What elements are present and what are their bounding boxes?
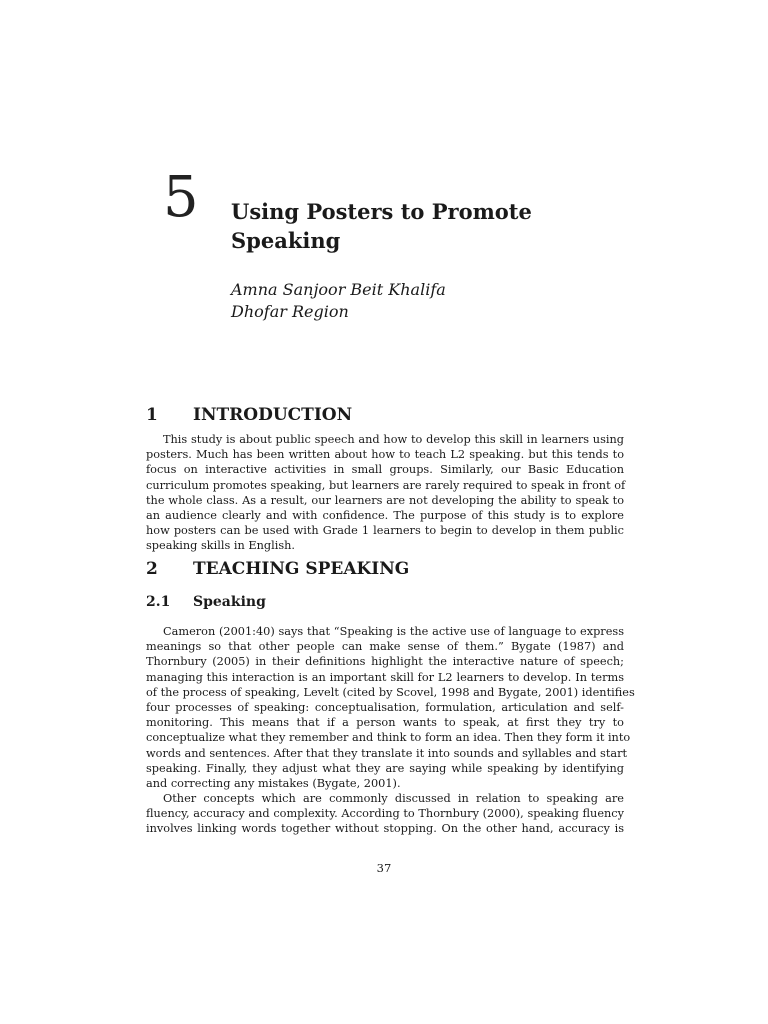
text-line: focus on interactive activities in small groups. Similarly, our Basic Education [146, 463, 624, 477]
text-line: Other concepts which are commonly discussed in relation to speaking are [163, 792, 624, 805]
subsection-title: Speaking [193, 594, 266, 610]
text-line: Cameron (2001:40) says that “Speaking is the active use of language to express [163, 625, 624, 638]
subsection-number: 2.1 [146, 594, 171, 610]
section-title: TEACHING SPEAKING [193, 559, 410, 579]
chapter-authors [231, 279, 446, 323]
text-line: speaking skills in English. [146, 539, 295, 553]
chapter-title [231, 197, 631, 255]
text-line: four processes of speaking: conceptualisation, formulation, articulation and self- [146, 700, 624, 714]
text-line: words and sentences. After that they translate it into sounds and syllables and start [146, 746, 628, 760]
text-line: speaking. Finally, they adjust what they are saying while speaking by identifying [146, 761, 624, 775]
text-line: monitoring. This means that if a person wants to speak, at first they try to [146, 716, 624, 730]
intro-paragraph [146, 432, 624, 554]
chapter-title-line: Speaking [231, 228, 341, 253]
text-line: managing this interaction is an important skill for L2 learners to develop. In terms [146, 670, 624, 684]
text-line: conceptualize what they remember and think to form an idea. Then they form it into [146, 731, 631, 745]
speaking-paragraph-1 [146, 624, 635, 791]
section-number: 2 [146, 559, 158, 579]
author-region: Dhofar Region [231, 302, 349, 321]
section-heading-introduction [146, 404, 352, 426]
text-line: Thornbury (2005) in their definitions highlight the interactive nature of speech; [146, 655, 624, 669]
text-line: fluency, accuracy and complexity. According to Thornbury (2000), speaking fluency [146, 807, 624, 821]
chapter-number: 5 [163, 165, 199, 230]
text-line: meanings so that other people can make sense of them.” Bygate (1987) and [146, 640, 624, 654]
chapter-title-line: Using Posters to Promote [231, 199, 532, 224]
text-line: involves linking words together without stopping. On the other hand, accuracy is [146, 822, 624, 836]
text-line: and correcting any mistakes (Bygate, 2001). [146, 776, 401, 790]
author-name: Amna Sanjoor Beit Khalifa [231, 280, 446, 299]
text-line: curriculum promotes speaking, but learners are rarely required to speak in front of [146, 478, 626, 492]
text-line: posters. Much has been written about how to teach L2 speaking. but this tends to [146, 448, 624, 462]
speaking-paragraph-2 [146, 791, 624, 837]
text-line: an audience clearly and with confidence. The purpose of this study is to explore [146, 508, 624, 522]
subsection-heading-speaking [146, 593, 266, 611]
section-number: 1 [146, 405, 158, 425]
text-line: the whole class. As a result, our learners are not developing the ability to speak to [146, 493, 624, 507]
section-heading-teaching-speaking [146, 558, 409, 580]
text-line: how posters can be used with Grade 1 learners to begin to develop in them public [146, 524, 624, 538]
page-number: 37 [376, 861, 392, 875]
section-title: INTRODUCTION [193, 405, 353, 425]
text-line: of the process of speaking, Levelt (cited by Scovel, 1998 and Bygate, 2001) identifies [146, 685, 635, 699]
text-line: This study is about public speech and how to develop this skill in learners using [163, 433, 624, 446]
